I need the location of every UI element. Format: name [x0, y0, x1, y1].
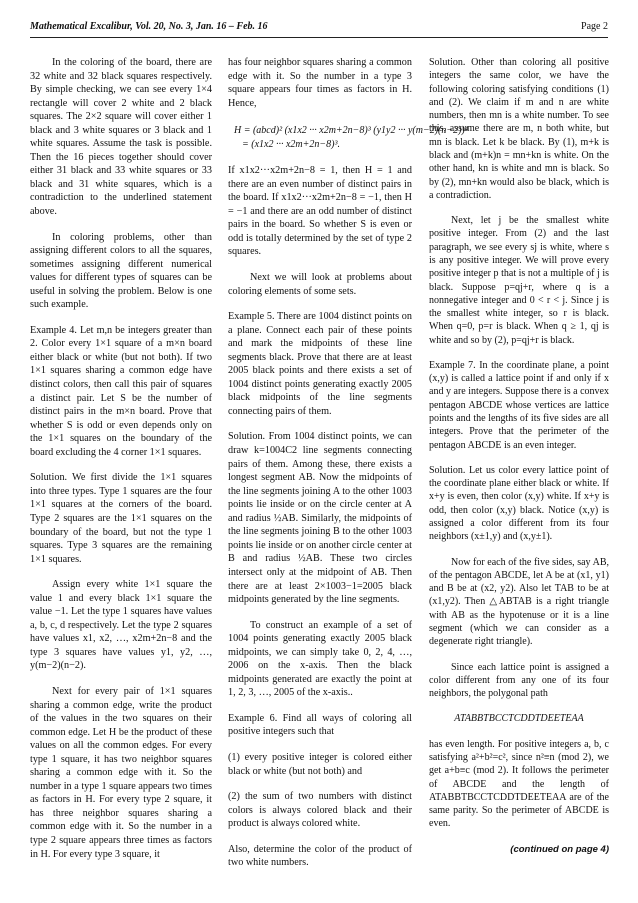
condition-2: (2) the sum of two numbers with distinct colors is always colored black and their product is always colored white. [228, 791, 412, 830]
paragraph: Now for each of the five sides, say AB, of the pentagon ABCDE, let A be at (x1, y1) and B be at (x2, y2). Also let TAB to be at (x1,y2). Then △ABTAB is a right triangle with AB as the hypotenuse or it is a line segment (which we can consider as a degenerate right triangle). [429, 556, 609, 648]
equation-line-1: H = (abcd)² (x1x2 ··· x2m+2n−8)³ (y1y2 ··· y(m−2)(n−2))⁴ [234, 125, 469, 137]
condition-1: (1) every positive integer is colored either black or white (but not both) and [228, 751, 412, 777]
solution-6: Solution. Other than coloring all positive integers the same color, we have the following coloring satisfying conditions (1) and (2). We claim if m and n are white numbers, then mn is a white number. To see this, assume there are m, n both white, but mn is black. Let k be black. By (1), m+k is black and (m+k)n = mn+kn is white. On the other hand, kn is white and mn is black. So by (2), mn+kn would also be black, which is a contradiction. [429, 57, 609, 201]
equation [234, 124, 469, 152]
example-5: Example 5. There are 1004 distinct points on a plane. Connect each pair of these points and mark the midpoints of these line segments black. Prove that there are at least 2005 black points and there exists a set of 1004 distinct points generating exactly 2005 black midpoints of the line segments connecting pairs of them. [228, 311, 412, 417]
column-1 [30, 56, 212, 873]
equation-line-2: = (x1x2 ··· x2m+2n−8)³. [242, 139, 340, 151]
continued-note: (continued on page 4) [510, 843, 609, 855]
column-2 [228, 56, 469, 882]
page-number: Page 2 [581, 21, 608, 32]
paragraph: has four neighbor squares sharing a common edge with it. So the number in a type 3 square appears four times as factors in H. Hence, [228, 57, 412, 109]
paragraph: In coloring problems, other than assigning different colors to all the squares, sometimes assigning different numerical values for different types of squares can be useful in solving the problem. Below is one such example. [30, 231, 212, 311]
paragraph: Since each lattice point is assigned a color different from any one of its four neighbors, the polygonal path [429, 661, 609, 700]
paragraph: In the coloring of the board, there are 32 white and 32 black squares respectively. By simple checking, we can see every 1×4 rectangle will cover 2 white and 2 black squares. The 2×2 square will cover either 1 black and 3 white squares or 3 black and 1 white squares. Assume the task is possible. Then the 16 pieces together should cover either 31 black and 33 white squares or 33 black and 31 white squares, which is a contradiction to the underlined statement above. [30, 57, 212, 218]
paragraph: Next for every pair of 1×1 squares sharing a common edge, write the product of the values in the two squares on their common edge. Let H be the product of these values on all the common edges. For every type 1 square, it has two neighbor squares sharing a common edge with it. So the number in a type 1 square appears two times as factors in H. For every type 2 square, it has three neighbor squares sharing a common edge with it. So the number in a type 2 square appears three times as factors in H. For every type 3 square, it [30, 685, 212, 860]
paragraph: To construct an example of a set of 1004 points generating exactly 2005 black midpoints, we can simply take 0, 2, 4, …, 2006 on the x-axis. Then the black midpoints generated are exactly the point at 1, 2, 3, …, 2005 of the x-axis.. [228, 619, 412, 699]
solution-4: Solution. We first divide the 1×1 squares into three types. Type 1 squares are the four 1×1 squares at the corners of the board. Type 2 squares are the 1×1 squares on the boundary of the board, but not the type 1 squares. Type 3 squares are the remaining 1×1 squares. [30, 472, 212, 565]
paragraph: Next, let j be the smallest white positive integer. From (2) and the last paragraph, we see every sj is white, where s is any positive integer. We will prove every positive integer p that is not a multiple of j is black. Suppose p=qj+r, where q is a nonnegative integer and 0 < r < j. Since j is the smallest white integer, so r is black. When q=0, p=r is black. When q ≥ 1, qj is white and so by (2), p=qj+r is black. [429, 215, 609, 346]
example-7: Example 7. In the coordinate plane, a point (x,y) is called a lattice point if and only if x and y are integers. Suppose there is a convex pentagon ABCDE whose vertices are lattice points and the lengths of its five sides are all integers. Prove that the perimeter of the pentagon ABCDE is an even integer. [429, 359, 609, 451]
column-3 [429, 56, 609, 868]
paragraph: has even length. For positive integers a, b, c satisfying a²+b²=c², since n²≡n (mod 2), we get a+b≡c (mod 2). It follows the perimeter of ABCDE and the length of ATABBTBCCTCDDTDEETEAA are of the same parity. So the perimeter of ABCDE is even. [429, 738, 609, 830]
polygonal-path: ATABBTBCCTCDDTDEETEAA [454, 713, 584, 725]
paragraph: Also, determine the color of the product of two white numbers. [228, 843, 412, 869]
solution-7: Solution. Let us color every lattice point of the coordinate plane either black or white. If x+y is even, then color (x,y) white. If x+y is odd, then color (x,y) black. Notice (x,y) is assigned a color different from its four neighbors (x±1,y) and (x,y±1). [429, 464, 609, 543]
example-4: Example 4. Let m,n be integers greater than 2. Color every 1×1 square of a m×n board either black or white (but not both). If two 1×1 squares sharing a common edge have distinct colors, then call this pair of squares a distinct pair. Let S be the number of distinct pairs in the m×n board. Prove that whether S is odd or even depends only on the 1×1 squares on the boundary of the board excluding the 4 corner 1×1 squares. [30, 324, 212, 458]
paragraph: Next we will look at problems about coloring elements of some sets. [228, 272, 412, 297]
journal-title: Mathematical Excalibur, Vol. 20, No. 3, Jan. 16 – Feb. 16 [30, 21, 268, 32]
solution-5: Solution. From 1004 distinct points, we can draw k=1004C2 line segments connecting pairs of them. Among these, there exists a longest segment AB. Now the midpoints of the line segments joining A to the other 1003 points lie inside or on the circle center at A and radius ½AB. Similarly, the midpoints of the line segments joining B to the other 1003 points lie inside or on another circle center at B and radius ½AB. These two circles intersect only at the midpoint of AB. Then there are at least 2×1003−1=2005 black midpoints generated by the line segments. [228, 431, 412, 606]
paragraph: Assign every white 1×1 square the value 1 and every black 1×1 square the value −1. Let the type 1 squares have values a, b, c, d respectively. Let the type 2 squares have values x1, x2, …, x2m+2n−8 and the type 3 squares have values y1, y2, …, y(m−2)(n−2). [30, 579, 212, 672]
example-6: Example 6. Find all ways of coloring all positive integers such that [228, 712, 412, 738]
paragraph: If x1x2···x2m+2n−8 = 1, then H = 1 and there are an even number of distinct pairs in the board. If x1x2···x2m+2n−8 = −1, then H = −1 and there are an odd number of distinct pairs in the board. So whether S is even or odd is totally determined by the set of type 2 squares. [228, 165, 412, 258]
page-header [30, 19, 608, 38]
